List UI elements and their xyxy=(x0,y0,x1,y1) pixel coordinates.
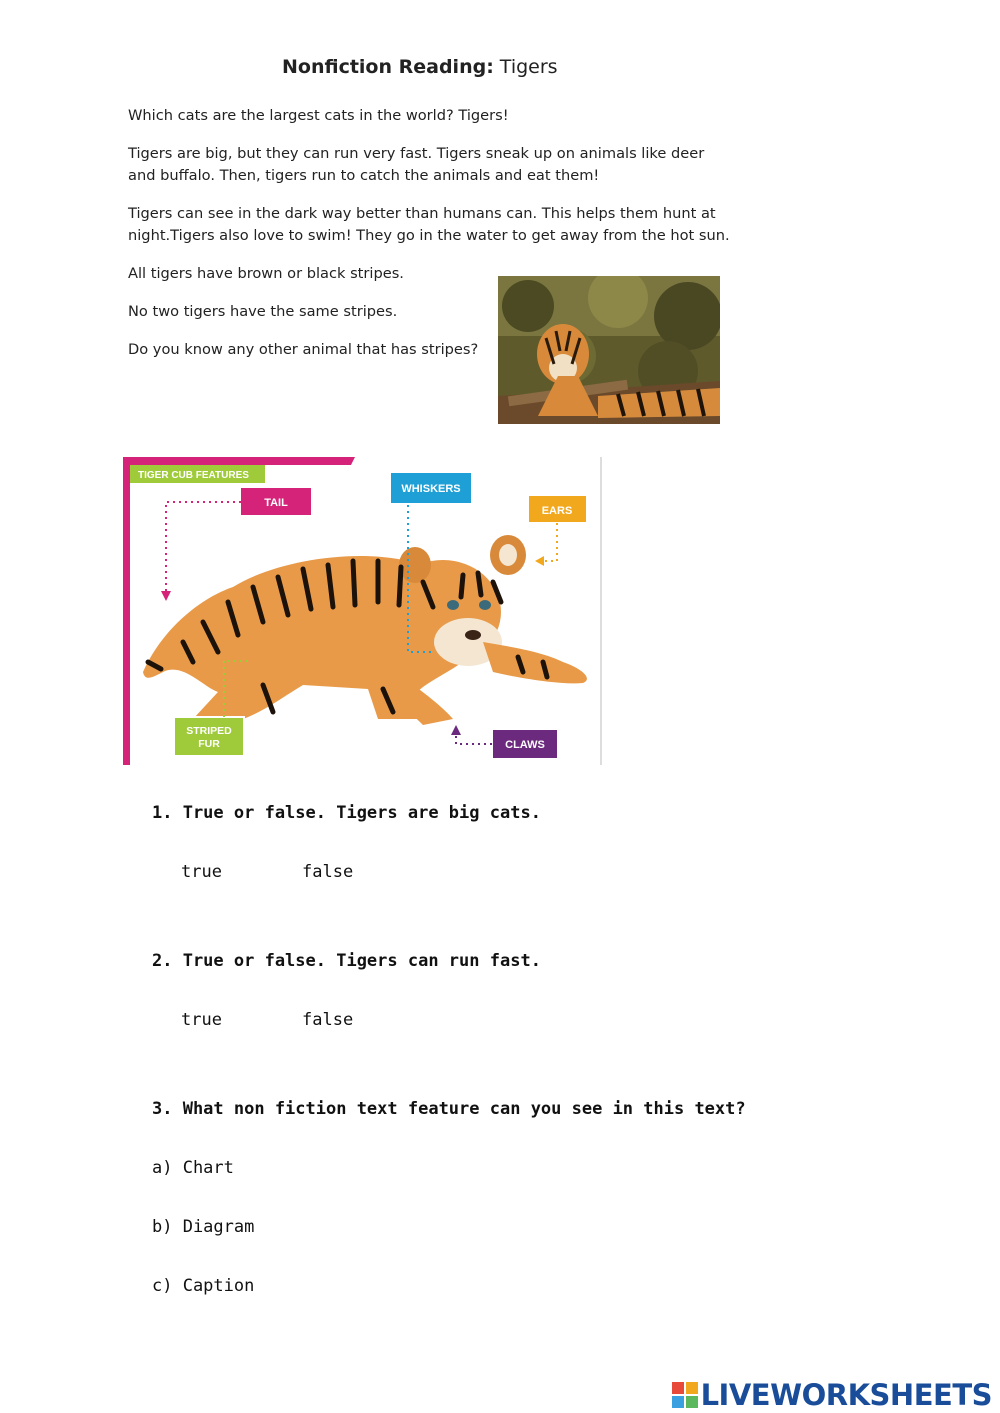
liveworksheets-logo xyxy=(672,1378,992,1412)
tiger-cub-diagram xyxy=(123,457,603,765)
diagram-frame-top xyxy=(123,457,355,465)
question-3: 3. What non fiction text feature can you see in this text? xyxy=(152,1099,746,1119)
logo-text: LIVEWORKSHEETS xyxy=(700,1378,992,1412)
tail-pointer xyxy=(166,502,241,595)
paragraph-1: Which cats are the largest cats in the world? Tigers! xyxy=(128,107,509,124)
question-2: 2. True or false. Tigers can run fast. xyxy=(152,951,541,971)
diagram-header: TIGER CUB FEATURES xyxy=(138,470,249,481)
paragraph-3: Tigers can see in the dark way better than humans can. This helps them hunt at night.Tigers also love to swim! They go in the water to get away from the hot sun. xyxy=(128,205,730,244)
q2-option-true[interactable]: true xyxy=(181,1010,222,1030)
paragraph-4: All tigers have brown or black stripes. xyxy=(128,265,404,282)
tiger-cub-illustration xyxy=(143,535,587,725)
paragraph-2: Tigers are big, but they can run very fast. Tigers sneak up on animals like deer and buffalo. Then, tigers run to catch the animals and eat them! xyxy=(128,145,705,184)
logo-grid-icon xyxy=(672,1382,698,1408)
q3-option-a[interactable]: a) Chart xyxy=(152,1158,234,1178)
ears-label: EARS xyxy=(541,505,573,517)
title-topic: Tigers xyxy=(499,56,558,78)
ears-pointer xyxy=(543,523,557,561)
diagram-frame-left xyxy=(123,457,130,765)
paragraph-5: No two tigers have the same stripes. xyxy=(128,303,398,320)
tiger-photo xyxy=(498,276,720,424)
claws-arrow xyxy=(451,725,461,735)
q1-option-false[interactable]: false xyxy=(302,862,354,882)
q1-option-true[interactable]: true xyxy=(181,862,222,882)
diagram-canvas xyxy=(123,457,603,765)
fur-label-line1: STRIPED xyxy=(186,725,232,737)
paragraph-6: Do you know any other animal that has stripes? xyxy=(128,341,479,358)
fur-label-line2: FUR xyxy=(198,738,220,750)
whiskers-label: WHISKERS xyxy=(401,483,461,495)
page-title xyxy=(282,56,558,78)
q3-option-b[interactable]: b) Diagram xyxy=(152,1217,255,1237)
ears-arrow xyxy=(535,556,544,566)
question-1: 1. True or false. Tigers are big cats. xyxy=(152,803,541,823)
q2-option-false[interactable]: false xyxy=(302,1010,354,1030)
tiger-photo-image xyxy=(498,276,720,424)
claws-label: CLAWS xyxy=(505,739,545,751)
title-bold: Nonfiction Reading: xyxy=(282,56,494,78)
claws-pointer xyxy=(456,733,492,744)
tail-arrow xyxy=(161,591,171,601)
q3-option-c[interactable]: c) Caption xyxy=(152,1276,255,1296)
tail-label: TAIL xyxy=(264,497,288,509)
